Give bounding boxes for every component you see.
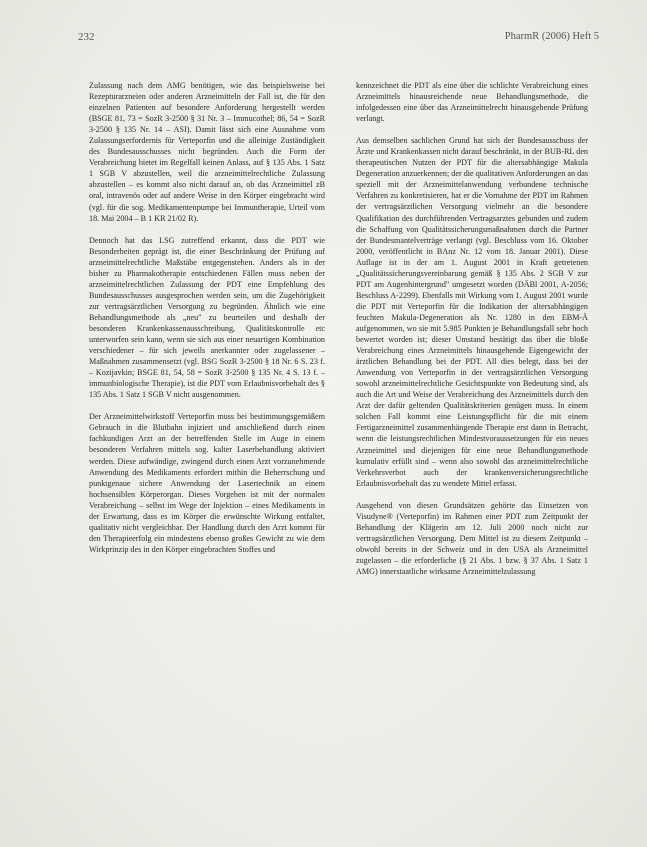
paragraph: Der Arzneimittelwirkstoff Verteporfin muss bei bestimmungsgemäßem Gebrauch in die Blutbahn injiziert und anschließend durch einen fachkundigen Arzt an der betreffenden Stelle im Auge in einem besonderen Verfahren mittels sog. kalter Laserbehandlung aktiviert werden. Diese aufwändige, zwingend durch einen Arzt vorzunehmende Anwendung des Medikaments erfordert mithin die Beherrschung und punktgenaue sichere Anwendung der Lasertechnik an einem hochsensiblen Körperorgan. Dieses Vorgehen ist mit der normalen Verabreichung – selbst im Wege der Injektion – eines Medikaments in der Erwartung, dass es im Körper die erwünschte Wirkung entfaltet, qualitativ nicht vergleichbar. Der Handlung durch den Arzt kommt für den Therapieerfolg ein mindestens ebenso großes Gewicht zu wie dem Wirkprinzip des in den Körper eingebrachten Stoffes und (89, 412, 325, 554)
paragraph: Zulassung nach dem AMG benötigen, wie das beispielsweise bei Rezepturarzneien oder anderen Arzneimitteln der Fall ist, die für den einzelnen Patienten auf besondere Anforderung hergestellt werden (BSGE 81, 73 = SozR 3-2500 § 31 Nr. 3 – Immucothel; 86, 54 = SozR 3-2500 § 135 Nr. 14 – ASI). Damit lässt sich eine Ausnahme vom Zulassungserfordernis für Verteporfin und die alleinige Zuständigkeit des Bundesausschusses nicht begründen. Auch die Form der Verabreichung bietet im Regelfall keinen Anlass, auf § 135 Abs. 1 Satz 1 SGB V abzustellen, weil die arzneimittelrechtliche Zulassung abzustellen – es kommt also nicht darauf an, ob das Arzneimittel zB oral, intravenös oder auf andere Weise in den Körper eingebracht wird (vgl. für die sog. Medikamentenpumpe bei Immuntherapie, Urteil vom 18. Mai 2004 – B 1 KR 21/02 R). (89, 81, 325, 223)
page-number: 232 (78, 31, 95, 43)
paragraph: Dennoch hat das LSG zutreffend erkannt, dass die PDT wie Besonderheiten geprägt ist, die einer Beschränkung der Prüfung auf arzneimittelrechtliche Maßstäbe entgegenstehen. Anders als in der bisher zu Pharmakotherapie entschiedenen Fällen muss neben der arzneimittelrechtlichen Zulassung der PDT eine Empfehlung des Bundesausschusses ausgesprochen werden sein, um die Zugehörigkeit zur vertragsärztlichen Versorgung zu begründen. Ähnlich wie eine Behandlungsmethode als „neu" zu beurteilen und deshalb der besonderen Krankenkassenausschreibung, Qualitätskontrolle etc unterworfen sein kann, wenn sie sich aus einer neuartigen Kombination verschiedener – für sich jeweils anerkannter oder zugelassener – Maßnahmen zusammensetzt (vgl. BSG SozR 3-2500 § 18 Nr. 6 S. 23 f. – Kozijavkin; BSGE 81, 54, 58 = SozR 3-2500 § 135 Nr. 4 S. 13 f. – immunbiologische Therapie), ist die PDT vom Erlaubnisvorbehalt des § 135 Abs. 1 Satz 1 SGB V nicht ausgenommen. (89, 235, 325, 400)
left-column (89, 80, 325, 566)
paragraph: Aus demselben sachlichen Grund hat sich der Bundesausschuss der Ärzte und Krankenkassen nicht darauf beschränkt, in der BUB-RL den therapeutischen Nutzen der PDT für die altersabhängige Makula Degeneration anzuerkennen; der die qualitativen Anforderungen an das speziell mit der Arzneimittelanwendung verbundene technische Verfahren zu konkretisieren, hat er die Vornahme der PDT im Rahmen der vertragsärztlichen Versorgung vielmehr an die besondere Qualifikation des durchführenden Vertragsarztes gebunden und zudem die Schaffung von Qualitätssicherungsmaßnahmen durch die Partner der Bundesmantelverträge verlangt (vgl. Beschluss vom 16. Oktober 2000, veröffentlicht in BAnz Nr. 12 vom 18. Januar 2001). Diese Auflage ist in der am 1. August 2001 in Kraft getretenen „Qualitätssicherungsvereinbarung gemäß § 135 Abs. 2 SGB V zur PDT am Augenhintergrund" umgesetzt worden (DÄBl 2001, A-2056; Beschluss A-2299). Ebenfalls mit Wirkung vom 1. August 2001 wurde die PDT mit Verteporfin für die Indikation der altersabhängigen feuchten Makula-Degeneration als Nr. 1280 in den EBM-Ä aufgenommen, wo sie mit 5.985 Punkten je Behandlungsfall sehr hoch bewertet worden ist; dieser Umstand bestätigt das über die bloße Verabreichung eines Arzneimittels hinausgehende Eigengewicht der ärztlichen Behandlung bei der PDT. All dies belegt, dass bei der Anwendung von Verteporfin in der vertragsärztlichen Versorgung sowohl arzneimittelrechtliche Gesichtspunkte von Bedeutung sind, als auch die Art und Weise der Verabreichung des Arzneimittels durch den Arzt der dafür geltenden Qualitätskriterien genügen muss. In einem solchen Fall kommt eine Leistungspflicht für die mit einem Fertigarzneimittel zusammenhängende Therapie erst dann in Betracht, wenn die leistungsrechtlichen Mindestvoraussetzungen für ein neues Arzneimittel und diejenigen für eine neue Behandlungsmethode kumulativ erfüllt sind – wenn also sowohl das arzneimittelrechtliche Verkehrsverbot auch der krankenversicherungsrechtliche Erlaubnisvorbehalt das zu wendete Mittel erfasst. (356, 136, 588, 488)
paragraph: Ausgehend von diesen Grundsätzen gehörte das Einsetzen von Visudyne® (Verteporfin) im Rahmen einer PDT zum Zeitpunkt der Behandlung der Klägerin am 12. Juli 2000 noch nicht zur vertragsärztlichen Versorgung. Dem Mittel ist zu diesem Zeitpunkt – obwohl bereits in der Schweiz und in den USA als Arzneimittel zugelassen – die erforderliche (§ 21 Abs. 1 bzw. § 37 Abs. 1 Satz 1 AMG) innerstaatliche wirksame Arzneimittelzulassung (356, 500, 588, 576)
running-head: PharmR (2006) Heft 5 (504, 31, 599, 42)
page-header (78, 31, 599, 45)
right-column (356, 80, 588, 588)
paragraph: kennzeichnet die PDT als eine über die schlichte Verabreichung eines Arzneimittels hinausreichende neue Behandlungsmethode, die infolgedessen eine über das Arzneimittelrecht hinausgehende Prüfung verlangt. (356, 81, 588, 124)
